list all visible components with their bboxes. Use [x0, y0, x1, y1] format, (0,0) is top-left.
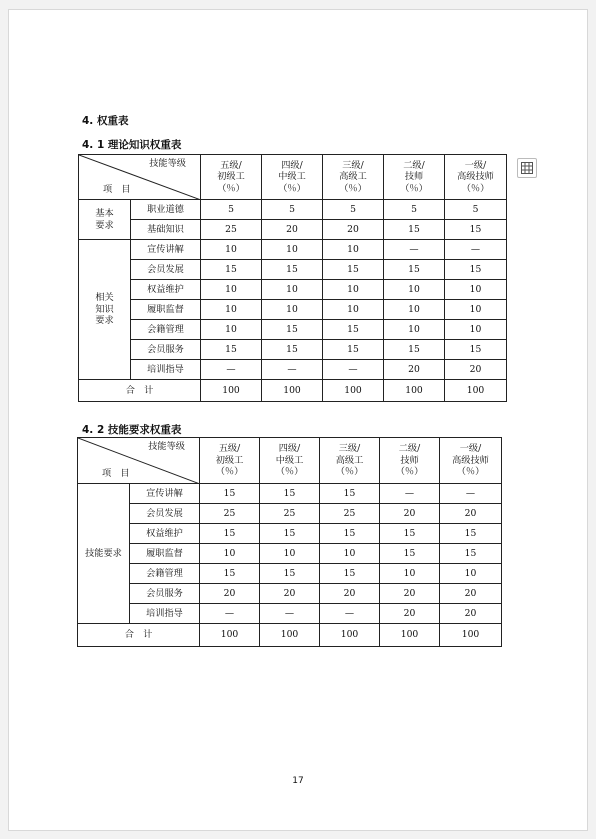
table-row	[78, 564, 502, 584]
table-row	[78, 604, 502, 624]
group-label-cell: 技能要求	[78, 484, 130, 624]
value-cell: —	[201, 360, 262, 380]
total-label-cell: 合 计	[78, 624, 200, 647]
value-cell: 5	[262, 200, 323, 220]
value-cell: —	[262, 360, 323, 380]
table-row	[78, 504, 502, 524]
skill-weight-table	[77, 437, 502, 647]
value-cell: 5	[323, 200, 384, 220]
table-row	[79, 200, 507, 220]
value-cell: 10	[445, 280, 507, 300]
total-cell: 100	[200, 624, 260, 647]
page-number: 17	[292, 776, 304, 786]
value-cell: 20	[440, 504, 502, 524]
value-cell: 10	[201, 240, 262, 260]
value-cell: 10	[323, 300, 384, 320]
table2-title: 4. 2 技能要求权重表	[82, 424, 182, 436]
total-row	[79, 380, 507, 402]
header-skill-level: 技能等级	[149, 158, 186, 169]
value-cell: 15	[323, 340, 384, 360]
value-cell: 15	[384, 260, 445, 280]
header-skill-level: 技能等级	[148, 441, 185, 452]
value-cell: 15	[320, 524, 380, 544]
value-cell: 20	[323, 220, 384, 240]
diagonal-header-cell	[78, 438, 200, 484]
table-header-row	[79, 155, 507, 200]
section-title: 4. 权重表	[82, 115, 129, 127]
diagonal-header-cell	[79, 155, 201, 200]
value-cell: 20	[440, 584, 502, 604]
row-name-cell: 宣传讲解	[131, 240, 201, 260]
value-cell: 15	[445, 220, 507, 240]
total-cell: 100	[201, 380, 262, 402]
row-name-cell: 权益维护	[131, 280, 201, 300]
level-header-cell: 五级/ 初级工 （％）	[200, 438, 260, 484]
level-header-cell: 三级/ 高级工 （％）	[323, 155, 384, 200]
table-row	[79, 360, 507, 380]
value-cell: —	[200, 604, 260, 624]
value-cell: 5	[384, 200, 445, 220]
value-cell: 10	[445, 320, 507, 340]
value-cell: 20	[262, 220, 323, 240]
row-name-cell: 会员发展	[131, 260, 201, 280]
value-cell: 15	[384, 340, 445, 360]
total-cell: 100	[445, 380, 507, 402]
value-cell: 15	[323, 260, 384, 280]
value-cell: 10	[384, 320, 445, 340]
value-cell: —	[323, 360, 384, 380]
row-name-cell: 基础知识	[131, 220, 201, 240]
table-row	[79, 280, 507, 300]
total-cell: 100	[323, 380, 384, 402]
header-item: 项 目	[103, 183, 131, 195]
table-select-button[interactable]	[517, 158, 537, 178]
value-cell: 10	[262, 280, 323, 300]
row-name-cell: 权益维护	[130, 524, 200, 544]
group-label-cell: 相关 知识 要求	[79, 240, 131, 380]
value-cell: 15	[384, 220, 445, 240]
total-label-cell: 合 计	[79, 380, 201, 402]
value-cell: 10	[201, 280, 262, 300]
level-header-cell: 二级/ 技师 （％）	[384, 155, 445, 200]
value-cell: 5	[201, 200, 262, 220]
level-header-cell: 二级/ 技师 （％）	[380, 438, 440, 484]
value-cell: 20	[384, 360, 445, 380]
row-name-cell: 履职监督	[130, 544, 200, 564]
level-header-cell: 五级/ 初级工 （％）	[201, 155, 262, 200]
row-name-cell: 会员服务	[131, 340, 201, 360]
value-cell: —	[260, 604, 320, 624]
table-row	[79, 320, 507, 340]
value-cell: 10	[201, 300, 262, 320]
value-cell: 20	[380, 584, 440, 604]
table-row	[79, 300, 507, 320]
table-row	[78, 484, 502, 504]
table-row	[79, 260, 507, 280]
value-cell: 10	[262, 240, 323, 260]
value-cell: —	[384, 240, 445, 260]
table-row	[78, 524, 502, 544]
value-cell: —	[440, 484, 502, 504]
value-cell: 10	[200, 544, 260, 564]
row-name-cell: 职业道德	[131, 200, 201, 220]
table-row	[79, 340, 507, 360]
total-cell: 100	[262, 380, 323, 402]
row-name-cell: 培训指导	[130, 604, 200, 624]
value-cell: 15	[445, 260, 507, 280]
value-cell: 5	[445, 200, 507, 220]
table-row	[78, 584, 502, 604]
value-cell: 10	[384, 280, 445, 300]
value-cell: —	[445, 240, 507, 260]
value-cell: 20	[200, 584, 260, 604]
value-cell: 15	[323, 320, 384, 340]
value-cell: 10	[445, 300, 507, 320]
row-name-cell: 会籍管理	[131, 320, 201, 340]
value-cell: 25	[260, 504, 320, 524]
value-cell: —	[380, 484, 440, 504]
level-header-cell: 四级/ 中级工 （％）	[262, 155, 323, 200]
value-cell: 15	[201, 340, 262, 360]
value-cell: 15	[260, 484, 320, 504]
value-cell: 15	[445, 340, 507, 360]
value-cell: 15	[440, 524, 502, 544]
row-name-cell: 会员发展	[130, 504, 200, 524]
total-cell: 100	[440, 624, 502, 647]
total-cell: 100	[384, 380, 445, 402]
value-cell: 15	[320, 564, 380, 584]
value-cell: 15	[260, 524, 320, 544]
row-name-cell: 会员服务	[130, 584, 200, 604]
value-cell: 15	[200, 524, 260, 544]
table-header-row	[78, 438, 502, 484]
value-cell: 15	[380, 524, 440, 544]
value-cell: 20	[380, 604, 440, 624]
value-cell: 10	[323, 280, 384, 300]
value-cell: 15	[380, 544, 440, 564]
value-cell: 20	[380, 504, 440, 524]
value-cell: 10	[440, 564, 502, 584]
level-header-cell: 三级/ 高级工 （％）	[320, 438, 380, 484]
table-row	[79, 220, 507, 240]
value-cell: —	[320, 604, 380, 624]
value-cell: 10	[201, 320, 262, 340]
table-row	[79, 240, 507, 260]
level-header-cell: 一级/ 高级技师 （％）	[440, 438, 502, 484]
value-cell: 10	[380, 564, 440, 584]
theory-weight-table	[78, 154, 507, 402]
level-header-cell: 四级/ 中级工 （％）	[260, 438, 320, 484]
level-header-cell: 一级/ 高级技师 （％）	[445, 155, 507, 200]
value-cell: 15	[262, 260, 323, 280]
value-cell: 20	[320, 584, 380, 604]
value-cell: 15	[201, 260, 262, 280]
value-cell: 25	[201, 220, 262, 240]
group-label-cell: 基本 要求	[79, 200, 131, 240]
value-cell: 10	[262, 300, 323, 320]
value-cell: 15	[440, 544, 502, 564]
row-name-cell: 履职监督	[131, 300, 201, 320]
value-cell: 10	[323, 240, 384, 260]
value-cell: 20	[445, 360, 507, 380]
total-cell: 100	[260, 624, 320, 647]
value-cell: 25	[320, 504, 380, 524]
row-name-cell: 培训指导	[131, 360, 201, 380]
table-row	[78, 544, 502, 564]
row-name-cell: 会籍管理	[130, 564, 200, 584]
value-cell: 20	[440, 604, 502, 624]
table-select-icon	[521, 162, 533, 174]
value-cell: 15	[320, 484, 380, 504]
table1-title: 4. 1 理论知识权重表	[82, 139, 182, 151]
document-page	[8, 9, 588, 831]
value-cell: 15	[260, 564, 320, 584]
total-cell: 100	[320, 624, 380, 647]
value-cell: 10	[384, 300, 445, 320]
total-row	[78, 624, 502, 647]
value-cell: 15	[200, 484, 260, 504]
header-item: 项 目	[102, 467, 130, 479]
value-cell: 10	[260, 544, 320, 564]
value-cell: 15	[262, 340, 323, 360]
total-cell: 100	[380, 624, 440, 647]
value-cell: 25	[200, 504, 260, 524]
value-cell: 10	[320, 544, 380, 564]
value-cell: 15	[200, 564, 260, 584]
row-name-cell: 宣传讲解	[130, 484, 200, 504]
value-cell: 20	[260, 584, 320, 604]
value-cell: 15	[262, 320, 323, 340]
